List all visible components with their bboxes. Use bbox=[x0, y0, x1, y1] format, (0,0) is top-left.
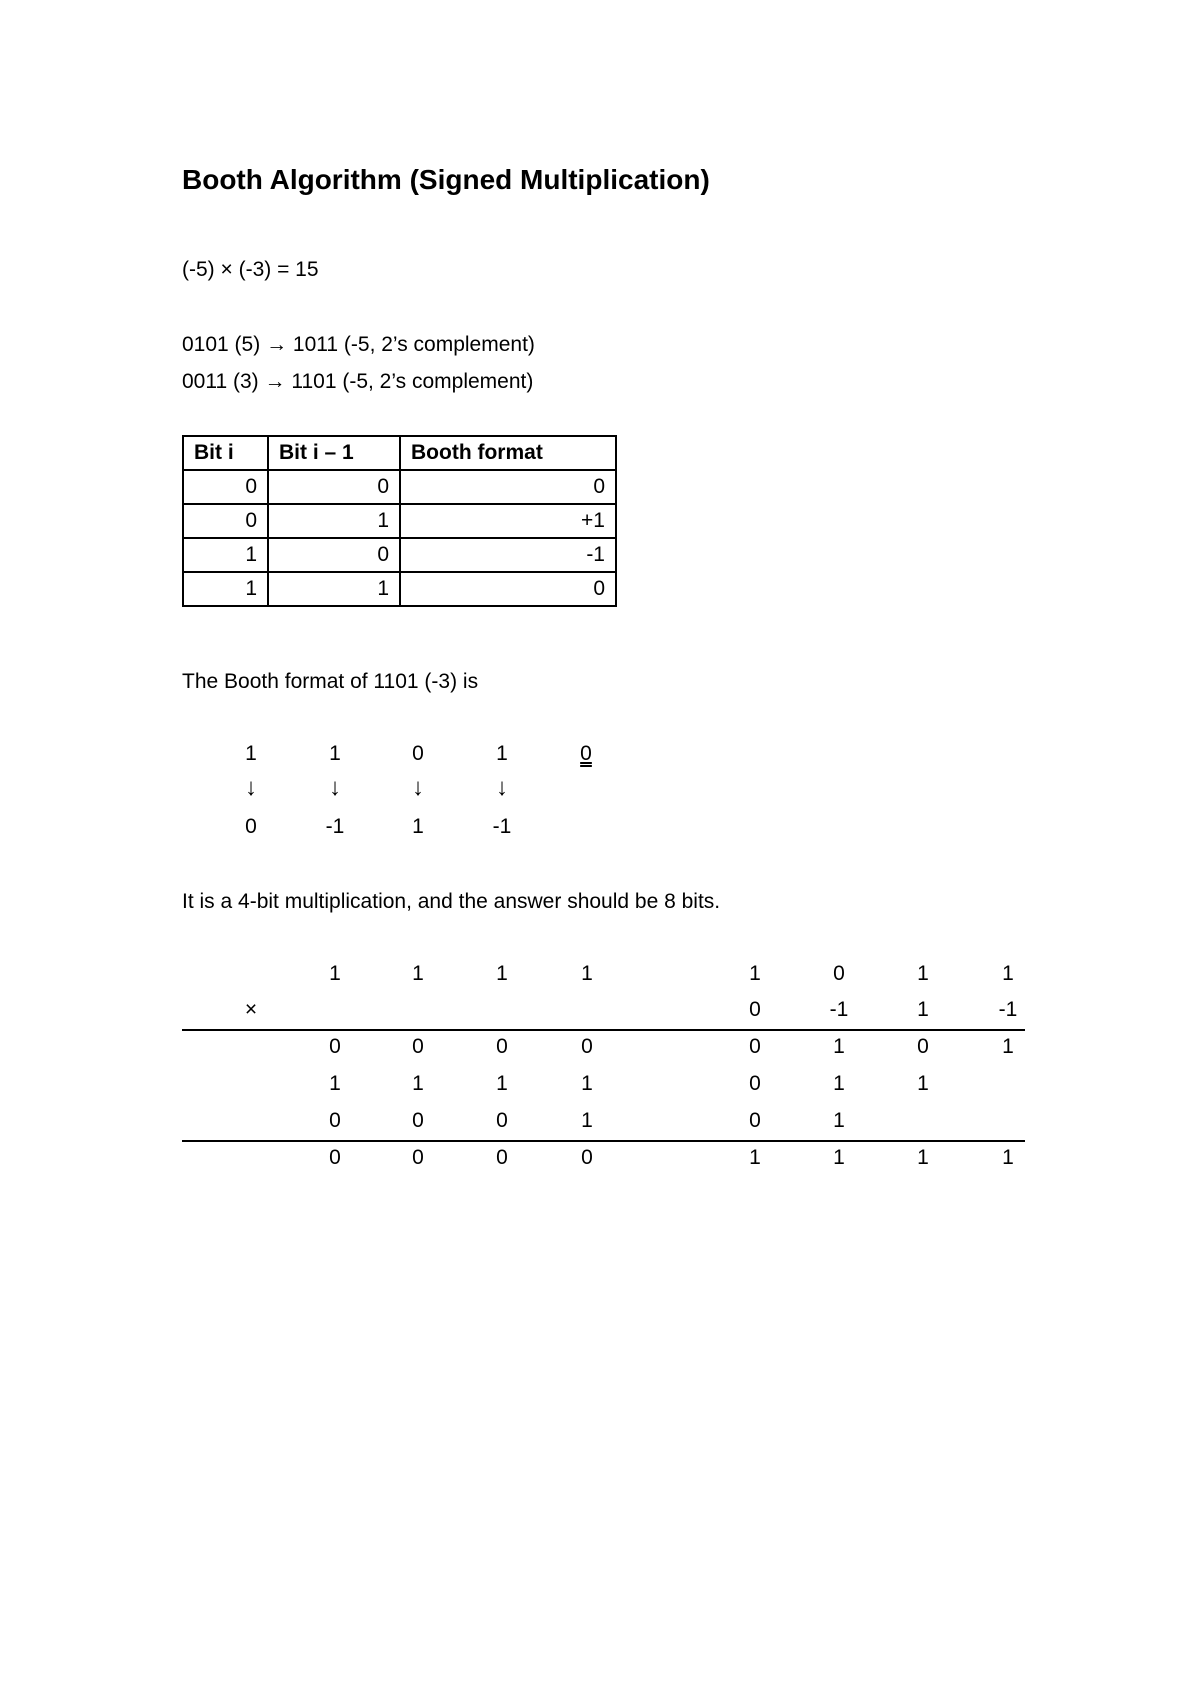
partial-digit: 0 bbox=[749, 1072, 761, 1095]
result-digit: 1 bbox=[1002, 1146, 1014, 1169]
partial-digit: 1 bbox=[833, 1035, 845, 1058]
down-arrow-icon: ↓ bbox=[329, 774, 341, 801]
multiplicand-digit: 1 bbox=[496, 962, 508, 985]
multiplicand-digit: 1 bbox=[1002, 962, 1014, 985]
divider-line bbox=[182, 1029, 1025, 1031]
partial-digit: 1 bbox=[496, 1072, 508, 1095]
table-cell: 0 bbox=[268, 538, 400, 572]
table-row bbox=[183, 538, 616, 572]
table-cell: 0 bbox=[268, 470, 400, 504]
result-digit: 1 bbox=[833, 1146, 845, 1169]
table-cell: 1 bbox=[183, 572, 268, 606]
result-digit: 1 bbox=[749, 1146, 761, 1169]
partial-digit: 0 bbox=[412, 1035, 424, 1058]
right-arrow-icon: → bbox=[264, 370, 286, 393]
booth-result-digit: 1 bbox=[412, 815, 424, 838]
partial-digit: 1 bbox=[1002, 1035, 1014, 1058]
partial-digit: 1 bbox=[329, 1072, 341, 1095]
booth-bit: 1 bbox=[245, 742, 257, 765]
conversion-from: 0011 (3) bbox=[182, 370, 259, 393]
partial-digit: 0 bbox=[581, 1035, 593, 1058]
table-cell: 0 bbox=[183, 470, 268, 504]
table-header-row bbox=[183, 436, 616, 470]
partial-digit: 1 bbox=[917, 1072, 929, 1095]
partial-digit: 0 bbox=[749, 1109, 761, 1132]
multiplier-digit: 0 bbox=[749, 998, 761, 1021]
table-row bbox=[183, 470, 616, 504]
partial-digit: 1 bbox=[581, 1109, 593, 1132]
booth-result-digit: -1 bbox=[492, 815, 512, 838]
table-header-cell: Bit i – 1 bbox=[268, 436, 400, 470]
booth-bit: 1 bbox=[329, 742, 341, 765]
booth-result-digit: 0 bbox=[245, 815, 257, 838]
booth-bit: 1 bbox=[496, 742, 508, 765]
partial-digit: 1 bbox=[833, 1072, 845, 1095]
table-cell: -1 bbox=[400, 538, 616, 572]
result-digit: 0 bbox=[329, 1146, 341, 1169]
table-cell: +1 bbox=[400, 504, 616, 538]
bit-width-note: It is a 4-bit multiplication, and the answer should be 8 bits. bbox=[182, 890, 721, 913]
booth-bit: 0 bbox=[412, 742, 424, 765]
table-cell: 1 bbox=[183, 538, 268, 572]
result-digit: 0 bbox=[412, 1146, 424, 1169]
booth-result-digit: -1 bbox=[325, 815, 345, 838]
result-digit: 1 bbox=[917, 1146, 929, 1169]
partial-digit: 0 bbox=[496, 1109, 508, 1132]
partial-digit: 1 bbox=[412, 1072, 424, 1095]
booth-table bbox=[182, 435, 617, 607]
multiplier-digit: 1 bbox=[917, 998, 929, 1021]
multiplier-digit: -1 bbox=[829, 998, 849, 1021]
table-cell: 0 bbox=[400, 470, 616, 504]
conversion-line-1 bbox=[182, 333, 535, 357]
down-arrow-icon: ↓ bbox=[412, 774, 424, 801]
partial-digit: 0 bbox=[329, 1035, 341, 1058]
result-digit: 0 bbox=[496, 1146, 508, 1169]
table-header-cell: Bit i bbox=[183, 436, 268, 470]
conversion-from: 0101 (5) bbox=[182, 333, 261, 356]
table-row bbox=[183, 504, 616, 538]
multiplicand-digit: 1 bbox=[581, 962, 593, 985]
partial-digit: 0 bbox=[329, 1109, 341, 1132]
right-arrow-icon: → bbox=[266, 333, 288, 356]
table-row bbox=[183, 572, 616, 606]
partial-digit: 0 bbox=[749, 1035, 761, 1058]
conversion-to: 1101 (-5, 2’s complement) bbox=[291, 370, 534, 393]
result-digit: 0 bbox=[581, 1146, 593, 1169]
multiplicand-digit: 1 bbox=[749, 962, 761, 985]
down-arrow-icon: ↓ bbox=[496, 774, 508, 801]
times-icon: × bbox=[244, 998, 258, 1021]
down-arrow-icon: ↓ bbox=[245, 774, 257, 801]
partial-digit: 1 bbox=[833, 1109, 845, 1132]
divider-line bbox=[182, 1140, 1025, 1142]
partial-digit: 0 bbox=[412, 1109, 424, 1132]
table-cell: 1 bbox=[268, 572, 400, 606]
booth-sentinel-bit: 0 bbox=[580, 742, 592, 765]
table-cell: 0 bbox=[400, 572, 616, 606]
table-cell: 0 bbox=[183, 504, 268, 538]
table-cell: 1 bbox=[268, 504, 400, 538]
table-header-cell: Booth format bbox=[400, 436, 616, 470]
conversion-line-2 bbox=[182, 370, 533, 394]
multiplicand-digit: 1 bbox=[917, 962, 929, 985]
page-title: Booth Algorithm (Signed Multiplication) bbox=[182, 164, 710, 195]
multiplicand-digit: 1 bbox=[412, 962, 424, 985]
partial-digit: 0 bbox=[496, 1035, 508, 1058]
multiplier-digit: -1 bbox=[998, 998, 1018, 1021]
partial-digit: 1 bbox=[581, 1072, 593, 1095]
multiplicand-digit: 1 bbox=[329, 962, 341, 985]
conversion-to: 1011 (-5, 2’s complement) bbox=[292, 333, 535, 356]
partial-digit: 0 bbox=[917, 1035, 929, 1058]
booth-format-intro: The Booth format of 1101 (-3) is bbox=[182, 670, 479, 693]
multiplicand-digit: 0 bbox=[833, 962, 845, 985]
equation: (-5) × (-3) = 15 bbox=[182, 258, 319, 281]
